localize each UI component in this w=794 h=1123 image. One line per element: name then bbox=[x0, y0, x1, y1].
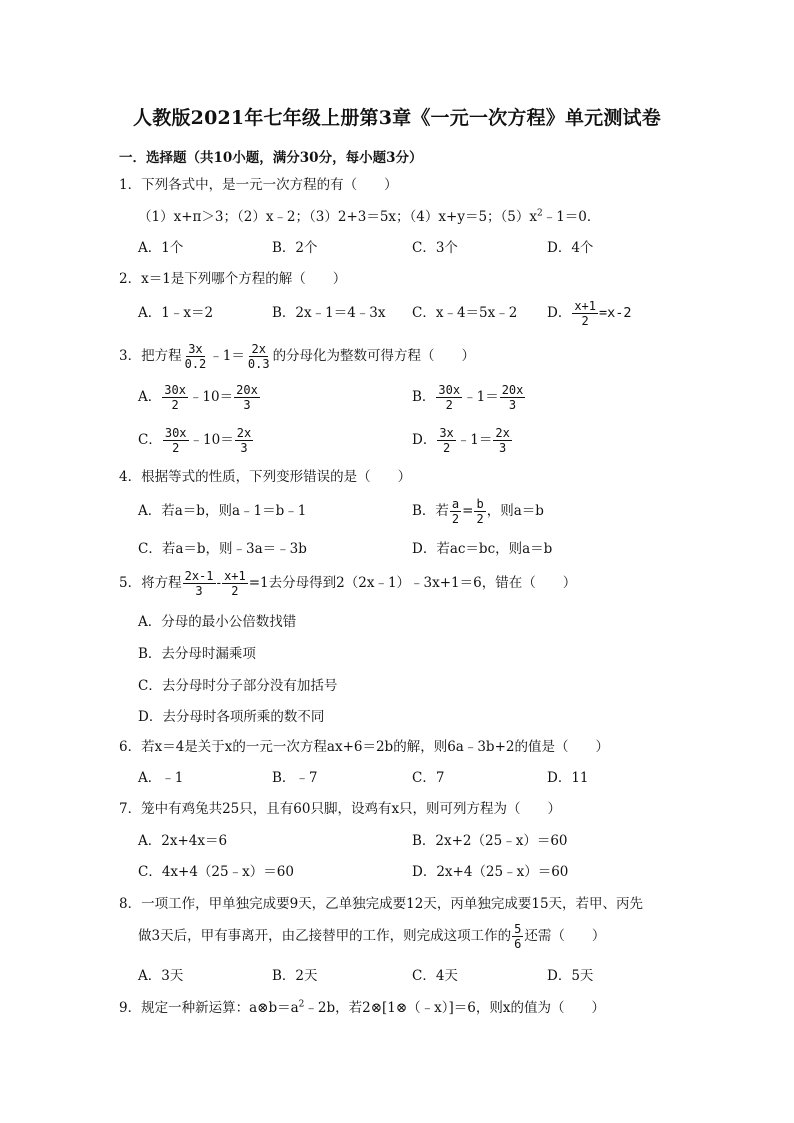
question-4-option-d: D．若ac＝bc，则a＝b bbox=[412, 541, 553, 557]
question-5-option-b: B．去分母时漏乘项 bbox=[138, 646, 256, 662]
fraction-numerator: 20x bbox=[236, 383, 258, 397]
question-3-option-a bbox=[138, 380, 261, 414]
question-2-stem: 2．x＝1是下列哪个方程的解（ ） bbox=[119, 271, 347, 287]
fraction-denominator: 2 bbox=[445, 398, 453, 412]
question-8-stem-pre: 做3天后，甲有事离开，由乙接替甲的工作，则完成这项工作的 bbox=[138, 928, 512, 944]
option-mid: = bbox=[462, 503, 474, 519]
fraction-denominator: 2 bbox=[171, 398, 179, 412]
question-3-option-b bbox=[412, 380, 526, 414]
fraction-denominator: 2 bbox=[581, 314, 589, 328]
question-6-option-a: A．﹣1 bbox=[138, 770, 184, 786]
fraction-denominator: 6 bbox=[514, 937, 522, 951]
option-label: C． bbox=[138, 432, 162, 448]
question-5-stem-mid: - bbox=[216, 575, 222, 591]
fraction-denominator: 3 bbox=[240, 441, 248, 455]
question-1-cases bbox=[138, 207, 600, 227]
question-5-option-a: A．分母的最小公倍数找错 bbox=[138, 614, 297, 630]
option-post: ，则a＝b bbox=[486, 503, 544, 519]
question-1-option-b: B．2个 bbox=[272, 240, 318, 256]
question-6-stem: 6．若x＝4是关于x的一元一次方程ax+6＝2b的解，则6a﹣3b+2的值是（ ） bbox=[119, 739, 609, 755]
question-7-option-a: A．2x+4x＝6 bbox=[138, 833, 228, 849]
question-1-cases-text: （1）x+π＞3；（2）x﹣2；（3）2+3＝5x；（4）x+y＝5；（5）x bbox=[138, 209, 537, 225]
option-label: B．若 bbox=[412, 503, 449, 519]
question-3-stem bbox=[119, 339, 475, 373]
question-4-option-c: C．若a＝b，则﹣3a＝﹣3b bbox=[138, 541, 307, 557]
question-8-fraction bbox=[512, 922, 523, 951]
option-label: A． bbox=[138, 389, 162, 405]
question-7-option-d: D．2x+4（25﹣x）＝60 bbox=[412, 864, 569, 880]
question-9-stem-pre: 9．规定一种新运算：a⊗b＝a bbox=[119, 1000, 299, 1016]
question-9-exponent: 2 bbox=[298, 999, 305, 1010]
question-8-option-c: C．4天 bbox=[412, 968, 458, 984]
question-3-option-d bbox=[412, 423, 513, 457]
fraction-denominator: 2 bbox=[231, 584, 239, 598]
question-6-option-d: D．11 bbox=[547, 770, 589, 786]
fraction-right bbox=[500, 383, 526, 412]
question-3-stem-pre: 3．把方程 bbox=[119, 348, 182, 364]
fraction-numerator: 5 bbox=[514, 922, 522, 936]
fraction-numerator: b bbox=[476, 497, 484, 511]
section-heading: 一．选择题（共10小题，满分30分，每小题3分） bbox=[119, 150, 423, 166]
fraction-denominator: 0.2 bbox=[184, 357, 207, 371]
fraction-denominator: 2 bbox=[451, 512, 460, 526]
fraction-left bbox=[450, 497, 461, 526]
fraction-denominator: 3 bbox=[498, 441, 507, 455]
fraction-left bbox=[436, 383, 462, 412]
question-8-option-a: A．3天 bbox=[138, 968, 184, 984]
fraction-right bbox=[474, 497, 485, 526]
question-1-stem: 1．下列各式中，是一元一次方程的有（ ） bbox=[119, 177, 398, 193]
question-8-stem-post: 还需（ ） bbox=[524, 928, 606, 944]
question-2-option-d bbox=[547, 296, 632, 330]
option-mid: ﹣10＝ bbox=[189, 432, 234, 448]
question-5-option-c: C．去分母时分子部分没有加括号 bbox=[138, 678, 338, 694]
question-5-stem bbox=[119, 566, 576, 600]
question-5-fraction-1 bbox=[183, 569, 216, 598]
fraction-numerator: 2x-1 bbox=[184, 569, 214, 583]
question-7-stem: 7．笼中有鸡兔共25只，且有60只脚，设鸡有x只，则可列方程为（ ） bbox=[119, 801, 562, 817]
question-3-fraction-2 bbox=[246, 342, 272, 371]
question-8-option-d: D．5天 bbox=[547, 968, 594, 984]
fraction-numerator: 3x bbox=[439, 426, 454, 440]
question-5-stem-post: =1去分母得到2（2x﹣1）﹣3x+1＝6，错在（ ） bbox=[248, 575, 577, 591]
question-7-option-b: B．2x+2（25﹣x）＝60 bbox=[412, 833, 568, 849]
question-5-stem-pre: 5．将方程 bbox=[119, 575, 182, 591]
question-5-option-d: D．去分母时各项所乘的数不同 bbox=[138, 709, 325, 725]
question-8-stem-line-1: 8．一项工作，甲单独完成要9天，乙单独完成要12天，丙单独完成要15天，若甲、丙先 bbox=[119, 896, 644, 912]
fraction-numerator: 2x bbox=[251, 342, 266, 356]
question-5-fraction-2 bbox=[222, 569, 248, 598]
fraction-right bbox=[493, 426, 511, 455]
fraction-denominator: 2 bbox=[476, 512, 484, 526]
question-9-stem bbox=[119, 998, 605, 1018]
fraction-left bbox=[437, 426, 455, 455]
fraction-numerator: 3x bbox=[188, 342, 203, 356]
question-1-option-a: A．1个 bbox=[138, 240, 184, 256]
fraction-numerator: 30x bbox=[164, 426, 187, 440]
question-2-option-b: B．2x﹣1＝4﹣3x bbox=[272, 305, 386, 321]
fraction-denominator: 3 bbox=[243, 398, 251, 412]
fraction-numerator: 2x bbox=[236, 426, 252, 440]
fraction-denominator: 0.3 bbox=[247, 357, 270, 371]
question-6-option-c: C．7 bbox=[412, 770, 445, 786]
question-3-stem-mid: ﹣1＝ bbox=[209, 348, 245, 364]
fraction-numerator: 30x bbox=[438, 383, 461, 397]
fraction-denominator: 2 bbox=[442, 441, 451, 455]
question-4-stem: 4．根据等式的性质，下列变形错误的是（ ） bbox=[119, 469, 412, 485]
question-2-option-d-label: D． bbox=[547, 305, 572, 321]
question-2-option-d-fraction bbox=[572, 299, 598, 328]
fraction-denominator: 2 bbox=[172, 441, 180, 455]
option-mid: ﹣1＝ bbox=[456, 432, 493, 448]
fraction-numerator: 30x bbox=[164, 383, 186, 397]
question-2-option-d-tail: =x-2 bbox=[599, 305, 632, 321]
fraction-denominator: 3 bbox=[508, 398, 517, 412]
option-label: B． bbox=[412, 389, 436, 405]
question-1-option-c: C．3个 bbox=[412, 240, 458, 256]
question-8-stem-line-2 bbox=[138, 919, 605, 953]
question-1-option-d: D．4个 bbox=[547, 240, 594, 256]
fraction-numerator: 20x bbox=[501, 383, 524, 397]
question-4-option-a: A．若a＝b，则a﹣1＝b﹣1 bbox=[138, 503, 307, 519]
question-1-cases-end: ﹣1＝0． bbox=[542, 209, 601, 225]
question-7-option-c: C．4x+4（25﹣x）＝60 bbox=[138, 864, 294, 880]
fraction-numerator: a bbox=[451, 497, 460, 511]
question-8-option-b: B．2天 bbox=[272, 968, 318, 984]
fraction-right bbox=[234, 383, 260, 412]
option-mid: ﹣1＝ bbox=[463, 389, 499, 405]
option-label: D． bbox=[412, 432, 437, 448]
question-2-option-a: A．1﹣x＝2 bbox=[138, 305, 214, 321]
fraction-denominator: 3 bbox=[195, 584, 203, 598]
question-6-option-b: B．﹣7 bbox=[272, 770, 318, 786]
question-3-stem-post: 的分母化为整数可得方程（ ） bbox=[272, 348, 476, 364]
question-3-option-c bbox=[138, 423, 254, 457]
fraction-left bbox=[162, 383, 188, 412]
fraction-numerator: x+1 bbox=[224, 569, 246, 583]
fraction-numerator: 2x bbox=[495, 426, 510, 440]
question-4-option-b bbox=[412, 494, 544, 528]
fraction-right bbox=[235, 426, 253, 455]
question-9-stem-post: ﹣2b，若2⊗[1⊗（﹣x）]＝6，则x的值为（ ） bbox=[304, 1000, 606, 1016]
option-mid: ﹣10＝ bbox=[188, 389, 234, 405]
question-1-cases-exponent: 2 bbox=[536, 208, 543, 219]
fraction-numerator: x+1 bbox=[574, 299, 597, 313]
fraction-left bbox=[163, 426, 189, 455]
question-3-fraction-1 bbox=[183, 342, 209, 371]
page-title: 人教版2021年七年级上册第3章《一元一次方程》单元测试卷 bbox=[133, 107, 661, 129]
question-2-option-c: C．x﹣4＝5x﹣2 bbox=[412, 305, 518, 321]
